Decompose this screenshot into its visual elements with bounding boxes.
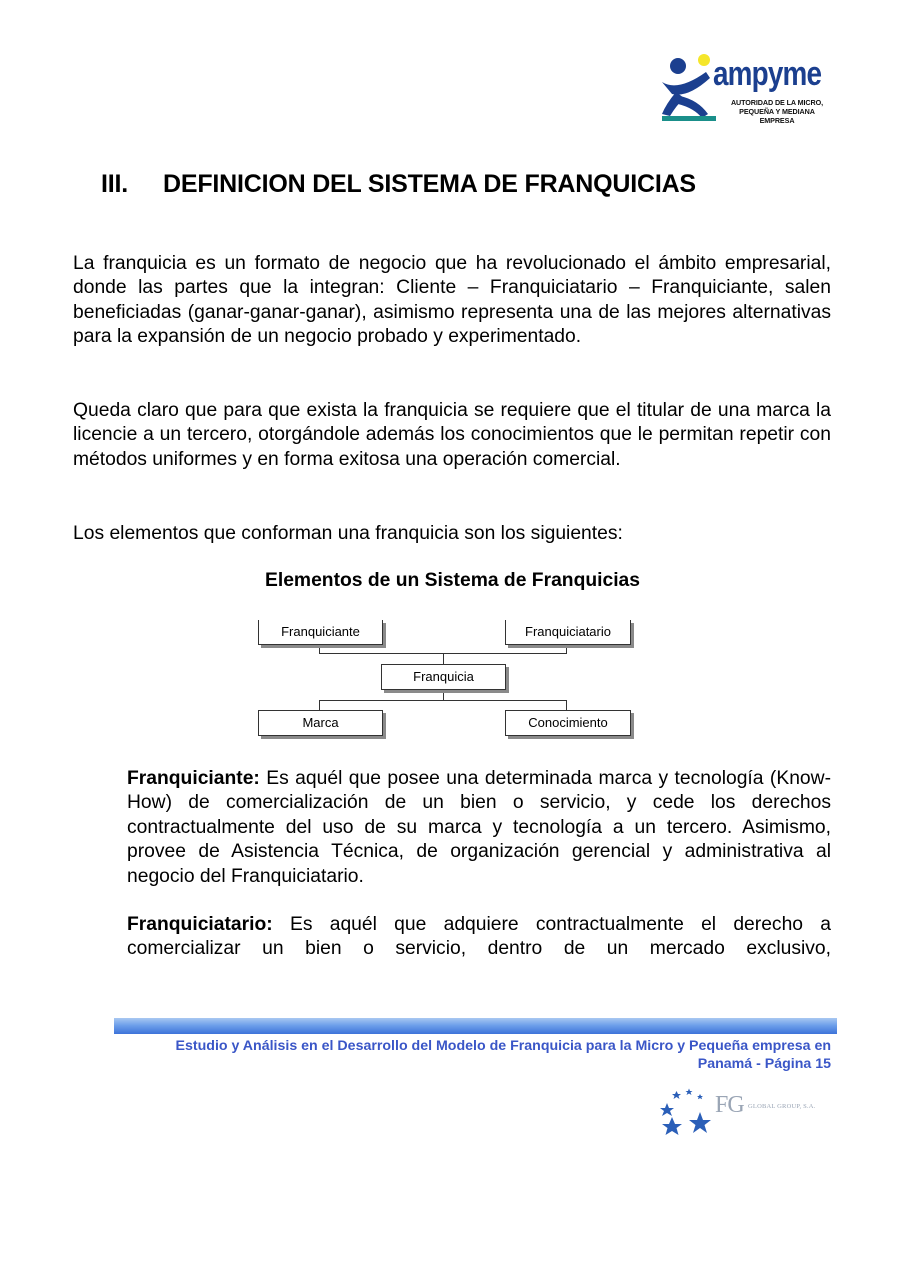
definition-term: Franquiciante: <box>127 768 260 789</box>
node-marca: Marca <box>258 710 383 736</box>
footer-caption-line2: Panamá - Página 15 <box>697 1056 831 1072</box>
definition-franquiciante <box>127 767 831 889</box>
node-franquiciante: Franquiciante <box>258 620 383 645</box>
definition-term: Franquiciatario: <box>127 914 273 935</box>
footer-caption-line1: Estudio y Análisis en el Desarrollo del Modelo de Franquicia para la Micro y Pequeña empresa en <box>175 1038 831 1054</box>
logo-subtitle-line1: AUTORIDAD DE LA MICRO, <box>730 98 824 107</box>
stars-circle-icon <box>655 1086 715 1136</box>
paragraph-elements-lead: Los elementos que conforman una franquicia son los siguientes: <box>73 523 623 544</box>
paragraph-requirement: Queda claro que para que exista la franquicia se requiere que el titular de una marca la licencie a un tercero, otorgándole además los conocimientos que le permitan repetir con métodos uniformes y en forma exitosa una operación comercial. <box>73 400 831 470</box>
fg-initials: FG <box>715 1092 744 1118</box>
diagram-title: Elementos de un Sistema de Franquicias <box>264 570 641 591</box>
node-franquiciatario: Franquiciatario <box>505 620 631 645</box>
node-franquicia: Franquicia <box>381 664 506 690</box>
footer-caption <box>114 1037 831 1073</box>
paragraph-intro: La franquicia es un formato de negocio que ha revolucionado el ámbito empresarial, donde las partes que la integran: Cliente – Franquiciatario – Franquiciante, salen beneficiadas (ganar-ganar-ganar), asimismo representa una de las mejores alternativas para la expansión de un negocio probado y experimentado. <box>73 253 831 348</box>
ampyme-logo <box>658 52 830 124</box>
section-heading <box>101 170 696 199</box>
connector-line <box>566 700 567 710</box>
definition-text: Es aquél que posee una determinada marca y tecnología (Know-How) de comercialización de un bien o servicio, y cede los derechos contractualmente del uso de su marca y tecnología a un tercero. Asimismo, provee de Asistencia Técnica, de organización gerencial y administrativa al negocio del Franquiciatario. <box>127 768 831 887</box>
section-number: III. <box>101 170 128 198</box>
section-title: DEFINICION DEL SISTEMA DE FRANQUICIAS <box>163 170 696 198</box>
connector-line <box>443 653 444 664</box>
definition-text: Es aquél que adquiere contractualmente el derecho a comercializar un bien o servicio, dentro de un mercado exclusivo, <box>127 914 831 960</box>
logo-wordmark: ampyme <box>713 55 822 93</box>
logo-subtitle <box>722 98 832 125</box>
logo-subtitle-line2: PEQUEÑA Y MEDIANA EMPRESA <box>739 107 815 125</box>
connector-line <box>319 700 567 701</box>
fg-global-group-logo <box>655 1086 825 1136</box>
running-figure-icon <box>658 52 718 124</box>
connector-line <box>319 700 320 710</box>
footer-gradient-bar <box>114 1018 837 1034</box>
node-conocimiento: Conocimiento <box>505 710 631 736</box>
definition-franquiciatario <box>127 913 831 962</box>
fg-company-name: GLOBAL GROUP, S.A. <box>748 1103 816 1110</box>
